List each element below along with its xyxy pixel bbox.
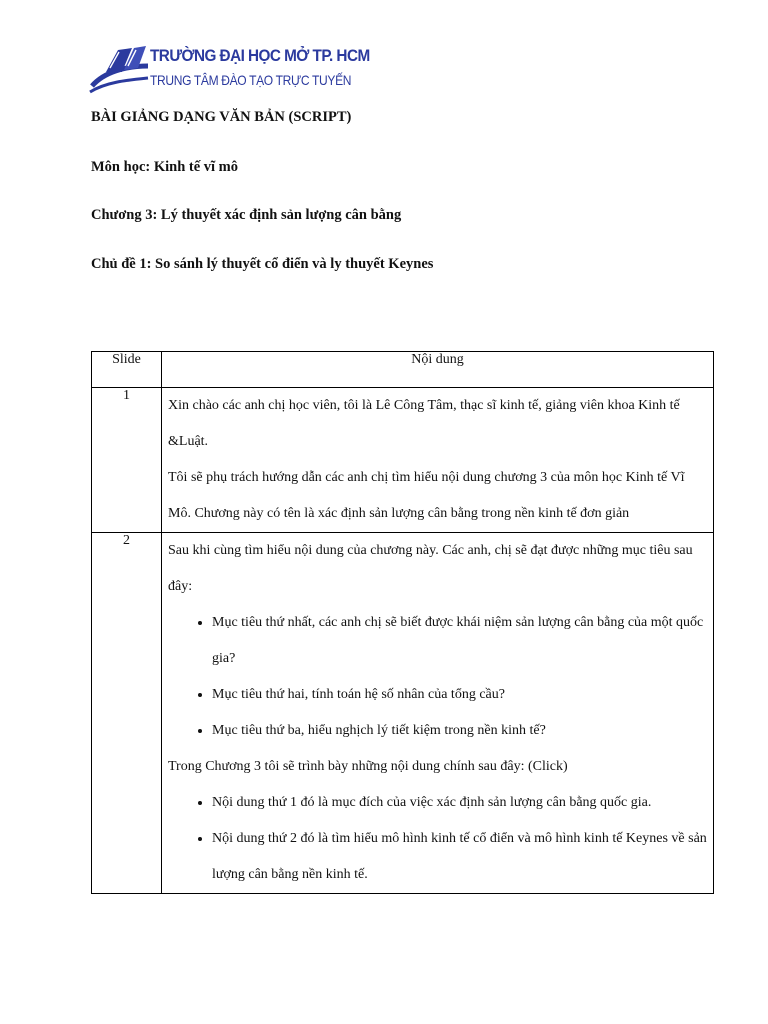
chapter-heading: Chương 3: Lý thuyết xác định sản lượng cân bằng — [91, 207, 402, 223]
university-logo — [88, 42, 370, 98]
list-item: • Mục tiêu thứ nhất, các anh chị sẽ biết được khái niệm sản lượng cân bằng của một quốc gia? — [212, 605, 707, 677]
header-content: Nội dung — [162, 352, 714, 388]
subject-heading: Môn học: Kinh tế vĩ mô — [91, 159, 239, 175]
table-row — [92, 388, 714, 533]
document-title: BÀI GIẢNG DẠNG VĂN BẢN (SCRIPT) — [91, 109, 352, 125]
book-emblem-icon — [88, 42, 150, 98]
list-item: • Mục tiêu thứ hai, tính toán hệ số nhân của tổng cầu? — [212, 677, 707, 713]
table-header-row — [92, 352, 714, 388]
intro-paragraph: Sau khi cùng tìm hiểu nội dung của chương này. Các anh, chị sẽ đạt được những mục tiêu sau đây: — [168, 543, 693, 594]
logo-center-name: TRUNG TÂM ĐÀO TẠO TRỰC TUYẾN — [150, 72, 352, 88]
topic-heading: Chủ đề 1: So sánh lý thuyết cổ điển và ly thuyết Keynes — [91, 256, 434, 272]
slide-content — [162, 388, 714, 533]
goals-list — [168, 605, 707, 749]
script-table — [91, 351, 714, 894]
list-item: • Nội dung thứ 1 đó là mục đích của việc xác định sản lượng cân bằng quốc gia. — [212, 785, 707, 821]
list-item: • Nội dung thứ 2 đó là tìm hiểu mô hình kinh tế cổ điển và mô hình kinh tế Keynes về sản lượng cân bằng nền kinh tế. — [212, 821, 707, 893]
slide-number: 2 — [92, 533, 162, 894]
slide-number: 1 — [92, 388, 162, 533]
contents-list — [168, 785, 707, 893]
slide-content — [162, 533, 714, 894]
paragraph: Tôi sẽ phụ trách hướng dẫn các anh chị tìm hiểu nội dung chương 3 của môn học Kinh tế Vĩ Mô. Chương này có tên là xác định sản lượng cân bằng trong nền kinh tế đơn giản — [168, 470, 685, 521]
logo-university-name: TRƯỜNG ĐẠI HỌC MỞ TP. HCM — [150, 46, 370, 65]
header-slide: Slide — [92, 352, 162, 388]
list-item: • Mục tiêu thứ ba, hiểu nghịch lý tiết kiệm trong nền kinh tế? — [212, 713, 707, 749]
paragraph: Xin chào các anh chị học viên, tôi là Lê Công Tâm, thạc sĩ kinh tế, giảng viên khoa Kinh tế &Luật. — [168, 398, 680, 449]
table-row — [92, 533, 714, 894]
middle-paragraph: Trong Chương 3 tôi sẽ trình bày những nội dung chính sau đây: (Click) — [168, 759, 568, 774]
